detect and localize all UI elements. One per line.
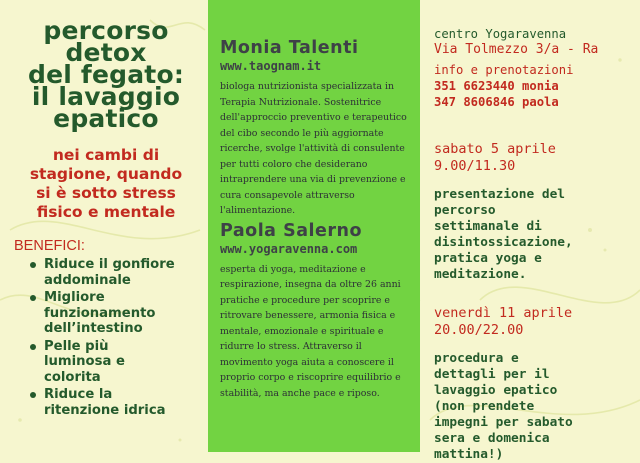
benefit-text: luminosa e (44, 354, 125, 369)
center-name: centro Yogaravenna (434, 27, 567, 41)
description-line: mattina!) (434, 447, 504, 462)
subtitle-line: si è sotto stress (36, 184, 176, 202)
benefit-text: funzionamento (44, 305, 156, 321)
description-line: pratica yoga e (434, 251, 542, 266)
benefit-text: ritenzione idrica (44, 402, 166, 418)
description-line: impegni per sabato (434, 415, 573, 430)
title-line: detox (65, 38, 147, 67)
person-name-paola: Paola Salerno (220, 220, 362, 241)
phone-monia: 351 6623440 monia (434, 79, 559, 93)
benefits-list (12, 257, 200, 418)
title-line: del fegato: (27, 60, 185, 89)
description-line: percorso (434, 203, 496, 218)
description-line: presentazione del (434, 187, 565, 202)
event-2-description (434, 351, 636, 463)
list-item (30, 290, 200, 337)
person-name-monia: Monia Talenti (220, 38, 359, 58)
description-line: meditazione. (434, 267, 527, 282)
subtitle-line: stagione, quando (29, 165, 183, 183)
list-item (30, 257, 200, 288)
event-1-date: sabato 5 aprile (434, 141, 556, 157)
description-line: disintossicazione, (434, 235, 573, 250)
event-2-time: 20.00/22.00 (434, 322, 524, 338)
bullet-icon (30, 295, 36, 301)
list-item (30, 339, 200, 386)
description-line: dettagli per il (434, 367, 550, 382)
event-2-date: venerdì 11 aprile (434, 305, 573, 321)
benefit-text: Pelle più (44, 338, 109, 354)
bullet-icon (30, 392, 36, 398)
left-column (0, 0, 208, 452)
description-line: settimanale di (434, 219, 542, 234)
benefit-text: addominale (44, 272, 131, 288)
website-link-taognam[interactable]: www.taognam.it (220, 59, 322, 73)
bio-monia: biologa nutrizionista specializzata in Terapia Nutrizionale. Sostenitrice dell'approccio preventivo e terapeutico del cibo secondo le più aggiornate ricerche, svolge l'attività di consulente per tutti coloro che desiderano intraprendere una via di prevenzione e cura consapevole attraverso l'alimentazione. (220, 81, 407, 216)
phone-paola: 347 8606846 paola (434, 95, 559, 109)
benefit-text: Riduce la (44, 387, 113, 402)
bio-paola: esperta di yoga, meditazione e respirazione, insegna da oltre 26 anni pratiche e procedure per scoprire e ritrovare benessere, armonia fisica e mentale, emozionale e spirituale e ridurre lo stress. Attraverso il movimento yoga aiuta a conoscere il proprio corpo e riscoprire equilibrio e stabilità, ma anche pace e riposo. (220, 263, 401, 399)
title-line: epatico (53, 104, 159, 133)
benefits-heading: BENEFICI: (14, 238, 85, 254)
subtitle (12, 146, 200, 222)
subtitle-line: fisico e mentale (36, 203, 176, 221)
event-1-time: 9.00/11.30 (434, 158, 516, 174)
benefit-text: colorita (44, 369, 101, 385)
event-2 (434, 305, 636, 463)
benefit-text: dell’intestino (44, 321, 143, 336)
middle-panel (208, 0, 420, 452)
list-item (30, 387, 200, 418)
website-link-yogaravenna[interactable]: www.yogaravenna.com (220, 241, 358, 256)
main-title (12, 16, 200, 133)
benefit-text: Riduce il gonfiore (44, 257, 175, 272)
address: Via Tolmezzo 3/a - Ra (434, 42, 599, 57)
bullet-icon (30, 344, 36, 350)
benefit-text: Migliore (44, 290, 105, 305)
event-1 (434, 141, 636, 283)
description-line: (non prendete (434, 399, 535, 414)
right-column (420, 0, 640, 462)
title-line: il lavaggio (31, 82, 181, 111)
description-line: procedura e (434, 351, 519, 366)
info-label: info e prenotazioni (434, 63, 574, 77)
bullet-icon (30, 262, 36, 268)
title-line: percorso (43, 16, 169, 45)
description-line: lavaggio epatico (434, 383, 558, 398)
event-1-description (434, 187, 636, 283)
description-line: sera e domenica (434, 431, 550, 446)
subtitle-line: nei cambi di (52, 146, 160, 164)
